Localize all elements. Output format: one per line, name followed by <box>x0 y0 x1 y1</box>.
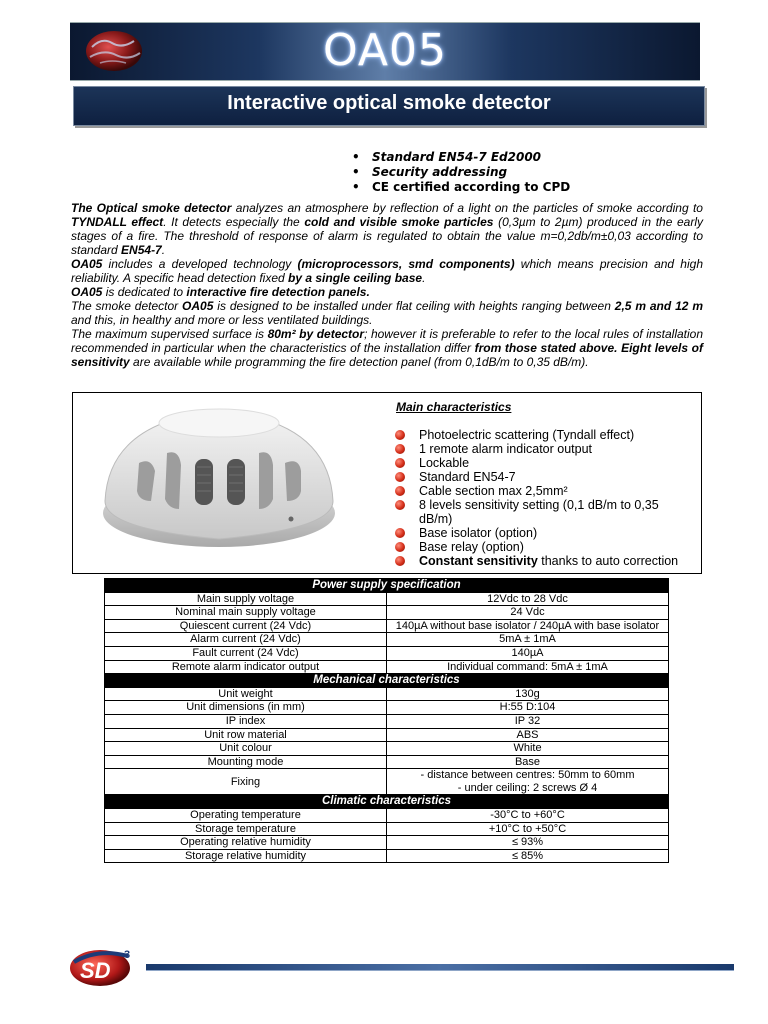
red-bullet-icon <box>395 556 405 566</box>
spec-value: 5mA ± 1mA <box>387 633 669 647</box>
description-paragraph: The maximum supervised surface is 80m² by detector; however it is preferable to refer to the local rules of installation recommended in particular when the characteristics of the installation differ from those stated above. Eight levels of sensitivity are available while programming the fire detection panel (from 0,1dB/m to 0,35 dB/m). <box>71 327 704 369</box>
table-row <box>105 660 669 674</box>
spec-label: Remote alarm indicator output <box>105 660 387 674</box>
header-banner <box>70 22 700 81</box>
spec-value: Base <box>387 755 669 769</box>
spec-label: Nominal main supply voltage <box>105 606 387 620</box>
smoke-detector-image <box>99 401 339 561</box>
table-row <box>105 822 669 836</box>
list-item: Constant sensitivity thanks to auto correction <box>395 554 695 568</box>
table-row <box>105 619 669 633</box>
description-paragraph: The smoke detector OA05 is designed to be installed under flat ceiling with heights ranging between 2,5 m and 12 m and this, in healthy and more or less ventilated buildings. <box>71 299 703 327</box>
table-section-header: Mechanical characteristics <box>105 674 669 688</box>
product-title: OA05 <box>323 25 447 76</box>
table-row <box>105 808 669 822</box>
red-bullet-icon <box>395 542 405 552</box>
red-bullet-icon <box>395 430 405 440</box>
table-row <box>105 849 669 863</box>
table-row <box>105 633 669 647</box>
spec-value: +10°C to +50°C <box>387 822 669 836</box>
list-item: 1 remote alarm indicator output <box>395 442 695 456</box>
red-bullet-icon <box>395 458 405 468</box>
spec-value: - distance between centres: 50mm to 60mm - under ceiling: 2 screws Ø 4 <box>387 769 669 795</box>
description-paragraph: OA05 is dedicated to interactive fire detection panels. <box>71 285 370 299</box>
spec-value: 140µA without base isolator / 240µA with base isolator <box>387 619 669 633</box>
description-text <box>71 201 703 369</box>
spec-label: Unit row material <box>105 728 387 742</box>
list-item: Cable section max 2,5mm² <box>395 484 695 498</box>
logo-text: SD <box>80 958 111 983</box>
spec-value: 140µA <box>387 646 669 660</box>
description-paragraph: The Optical smoke detector analyzes an atmosphere by reflection of a light on the particles of smoke according to TYNDALL effect. It detects especially the cold and visible smoke particles (0,3µm to 2µm) produced in the early stages of a fire. The threshold of response of alarm is regulated to obtain the value m=0,2db/m±0,03 according to standard EN54-7. <box>71 201 703 257</box>
spec-label: Storage temperature <box>105 822 387 836</box>
spec-label: Storage relative humidity <box>105 849 387 863</box>
characteristics-box <box>72 392 702 574</box>
red-bullet-icon <box>395 444 405 454</box>
subtitle-bar <box>73 86 705 126</box>
spec-label: Main supply voltage <box>105 592 387 606</box>
red-bullet-icon <box>395 472 405 482</box>
red-bullet-icon <box>395 486 405 496</box>
spec-label: IP index <box>105 714 387 728</box>
spec-value: ≤ 85% <box>387 849 669 863</box>
main-characteristics-title: Main characteristics <box>396 400 512 414</box>
bullet-item: • CE certified according to CPD <box>352 180 571 194</box>
table-section-header: Climatic characteristics <box>105 795 669 809</box>
list-item: Base relay (option) <box>395 540 695 554</box>
spec-label: Unit dimensions (in mm) <box>105 701 387 715</box>
main-characteristics-list <box>395 428 695 568</box>
table-row <box>105 606 669 620</box>
list-item: Base isolator (option) <box>395 526 695 540</box>
feature-bullets <box>352 150 570 195</box>
footer-divider <box>146 964 734 971</box>
list-item: Photoelectric scattering (Tyndall effect) <box>395 428 695 442</box>
logo-superscript: 3 <box>124 949 131 961</box>
list-item: 8 levels sensitivity setting (0,1 dB/m to 0,35 dB/m) <box>395 498 695 526</box>
table-row <box>105 728 669 742</box>
sd3-logo <box>68 944 140 988</box>
table-row <box>105 742 669 756</box>
table-row <box>105 701 669 715</box>
specifications-table <box>104 578 669 863</box>
spec-label: Unit weight <box>105 687 387 701</box>
red-bullet-icon <box>395 500 405 510</box>
description-paragraph: OA05 includes a developed technology (microprocessors, smd components) which means precision and high reliability. A specific head detection fixed by a single ceiling base. <box>71 257 703 285</box>
spec-label: Alarm current (24 Vdc) <box>105 633 387 647</box>
table-row <box>105 592 669 606</box>
table-row <box>105 769 669 795</box>
table-row <box>105 687 669 701</box>
spec-value: 12Vdc to 28 Vdc <box>387 592 669 606</box>
spec-value: IP 32 <box>387 714 669 728</box>
table-row <box>105 755 669 769</box>
page-subtitle: Interactive optical smoke detector <box>227 92 551 114</box>
spec-label: Mounting mode <box>105 755 387 769</box>
spec-label: Operating temperature <box>105 808 387 822</box>
spec-value: H:55 D:104 <box>387 701 669 715</box>
spec-value: ABS <box>387 728 669 742</box>
table-row <box>105 646 669 660</box>
list-item: Lockable <box>395 456 695 470</box>
spec-label: Quiescent current (24 Vdc) <box>105 619 387 633</box>
bullet-item: • Standard EN54-7 Ed2000 <box>352 150 542 164</box>
spec-value: Individual command: 5mA ± 1mA <box>387 660 669 674</box>
table-row <box>105 836 669 850</box>
spec-label: Fault current (24 Vdc) <box>105 646 387 660</box>
spec-value: -30°C to +60°C <box>387 808 669 822</box>
list-item: Standard EN54-7 <box>395 470 695 484</box>
spec-value: ≤ 93% <box>387 836 669 850</box>
spec-label: Operating relative humidity <box>105 836 387 850</box>
red-bullet-icon <box>395 528 405 538</box>
spec-value: 130g <box>387 687 669 701</box>
spec-value: White <box>387 742 669 756</box>
spec-value: 24 Vdc <box>387 606 669 620</box>
spec-label: Fixing <box>105 769 387 795</box>
spec-label: Unit colour <box>105 742 387 756</box>
bullet-item: • Security addressing <box>352 165 508 179</box>
table-row <box>105 714 669 728</box>
table-section-header: Power supply specification <box>105 579 669 593</box>
